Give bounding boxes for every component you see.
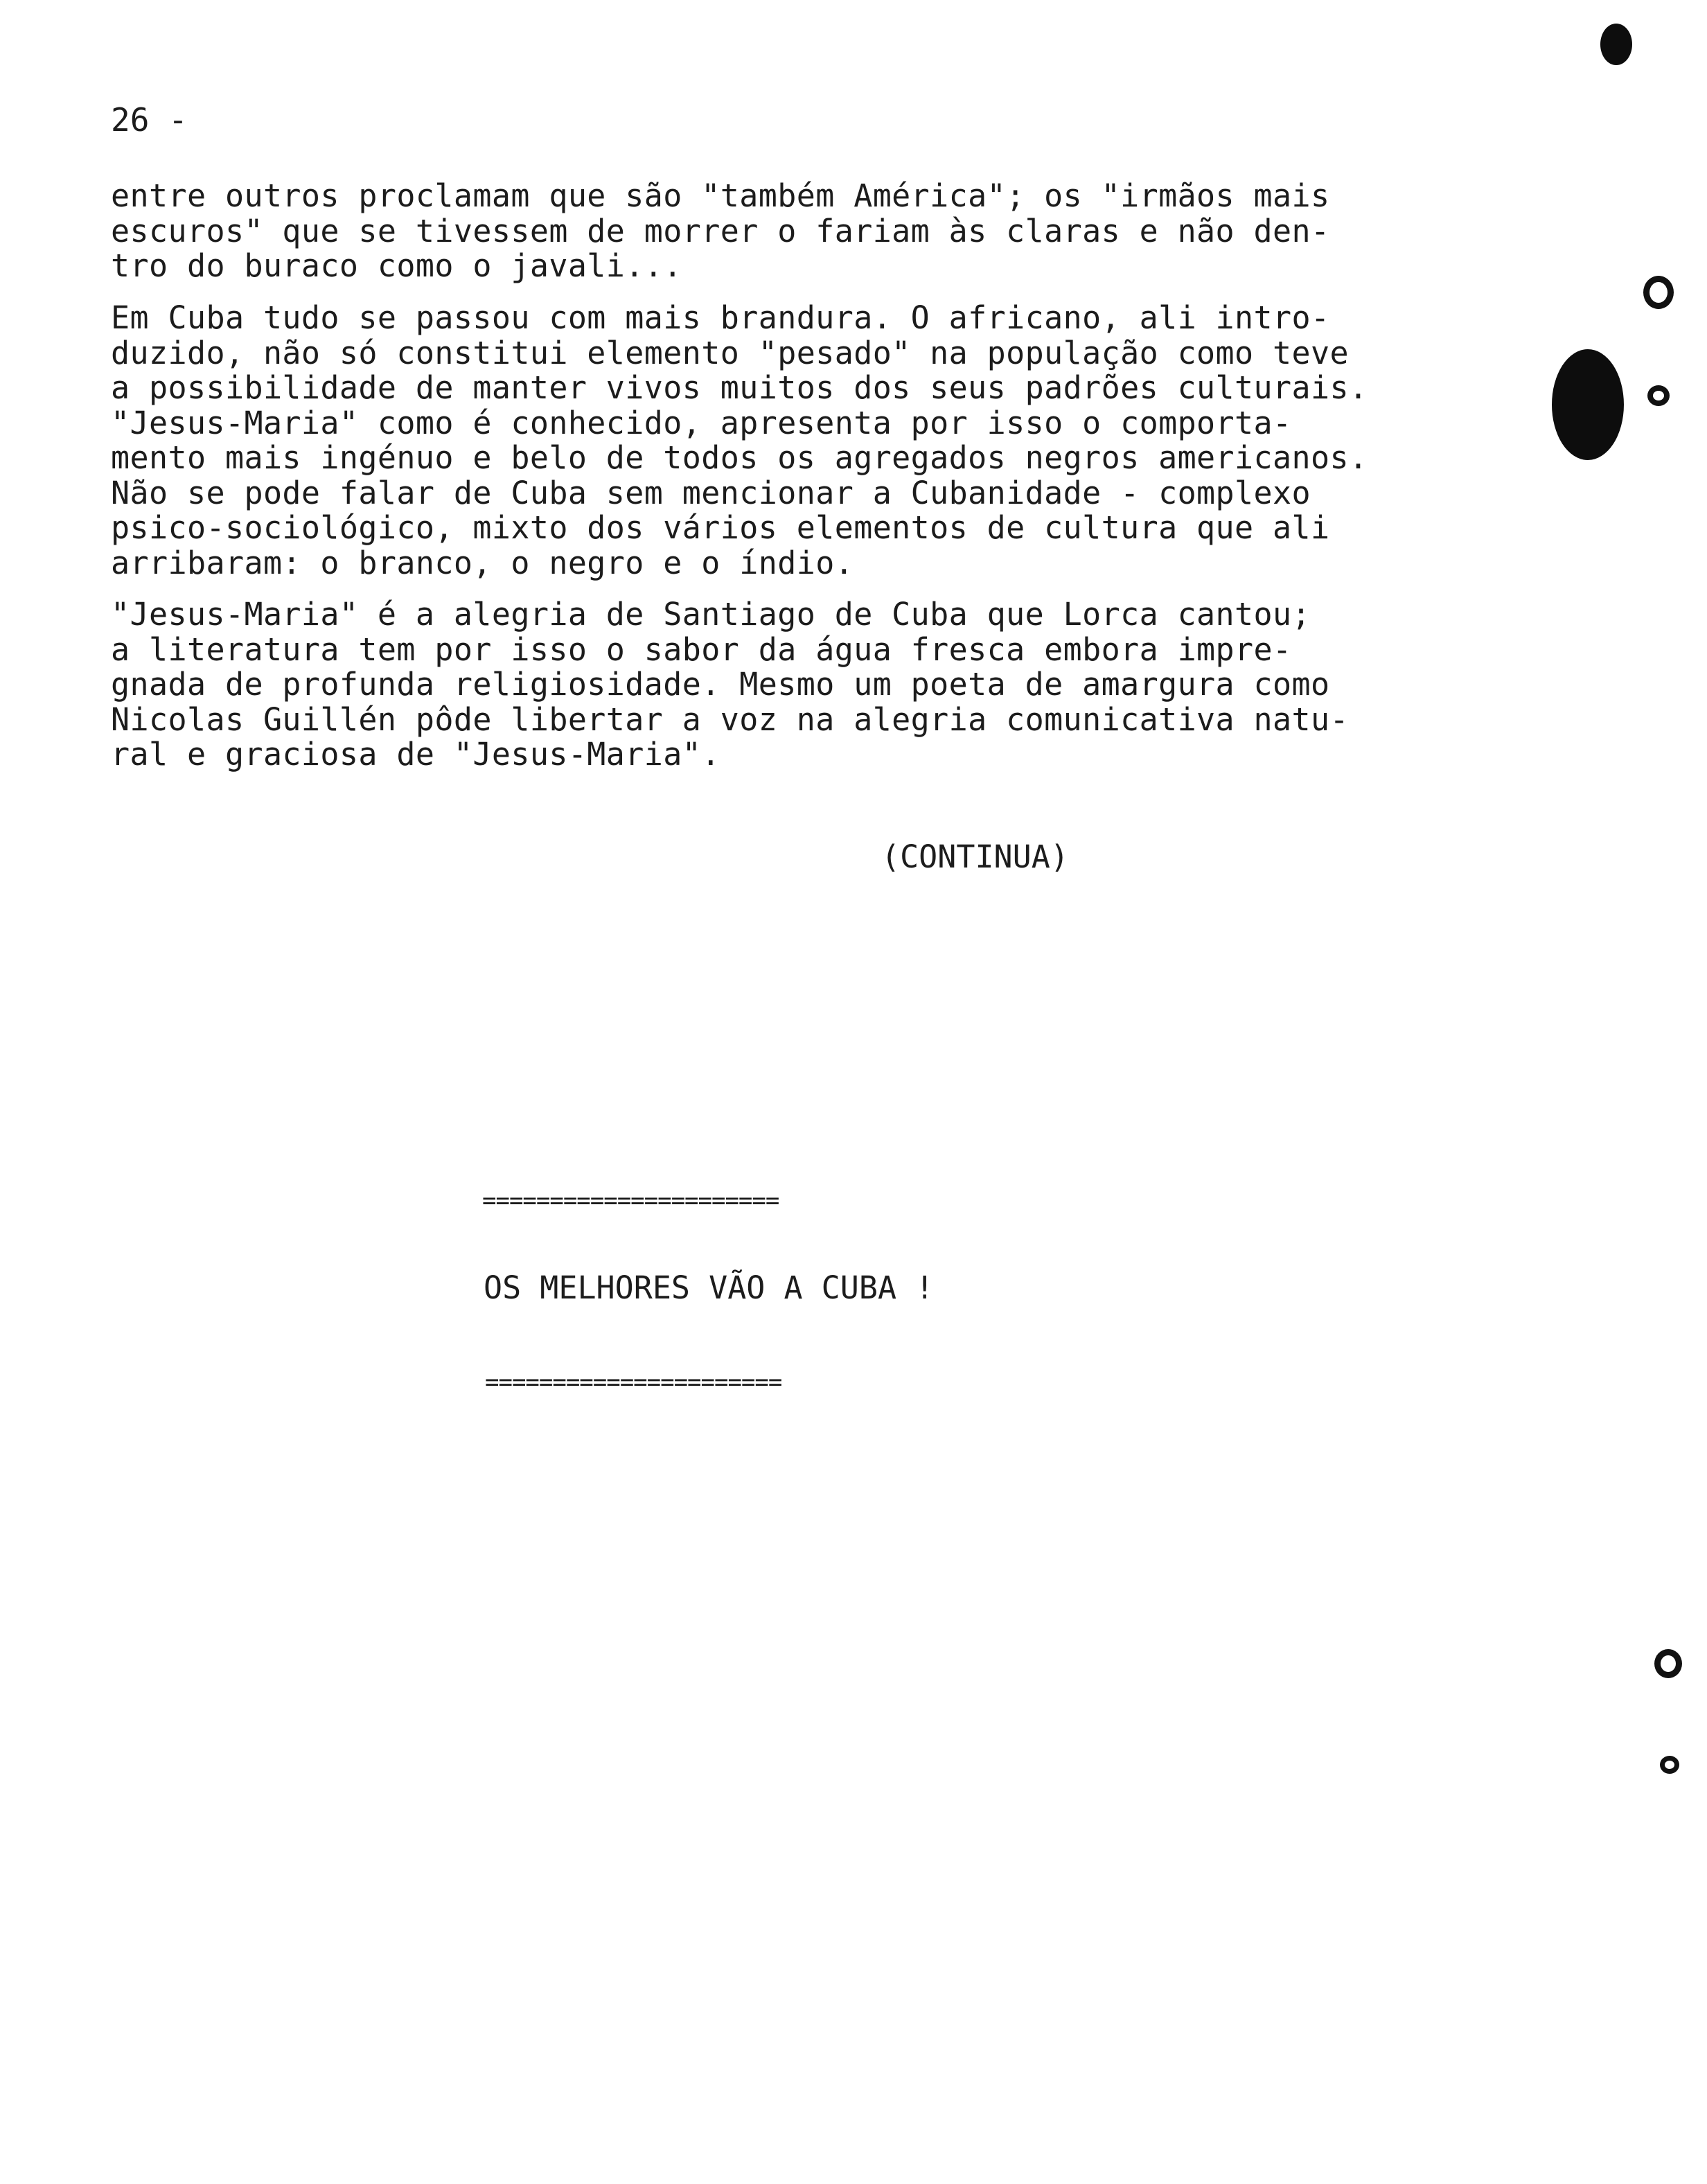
slogan-rule-bottom: ======================: [485, 1368, 782, 1396]
paragraph-1: entre outros proclamam que são "também América"; os "irmãos mais escuros" que se tivessem de morrer o fariam às claras e não den- tro do buraco como o javali...: [111, 177, 1330, 284]
slogan-text: OS MELHORES VÃO A CUBA !: [484, 1269, 935, 1306]
paragraph-3: "Jesus-Maria" é a alegria de Santiago de Cuba que Lorca cantou; a literatura tem por isso o sabor da água fresca embora impre- gnada de profunda religiosidade. Mesmo um poeta de amargura como Nicolas Guillén pôde libertar a voz na alegria comunicativa natu- ral e graciosa de "Jesus-Maria".: [111, 596, 1349, 773]
punch-hole-ring-bottom: [1660, 1756, 1679, 1774]
paragraph-2: Em Cuba tudo se passou com mais brandura. O africano, ali intro- duzido, não só constitui elemento "pesado" na população como teve a possibilidade de manter vivos muitos dos seus padrões culturais. "Jesus-Maria" como é conhecido, apresenta por isso o comporta- mento mais ingénuo e belo de todos os agregados negros americanos. Não se pode falar de Cuba sem mencionar a Cubanidade - complexo psico-sociológico, mixto dos vários elementos de cultura que ali arribaram: o branco, o negro e o índio.: [111, 299, 1368, 581]
punch-hole-blot: [1552, 349, 1624, 460]
continua-note: (CONTINUA): [881, 838, 1069, 875]
ink-blot-top: [1600, 24, 1632, 65]
slogan-rule-top: ======================: [482, 1187, 779, 1215]
page-number: 26 -: [111, 101, 188, 139]
punch-hole-ring: [1643, 276, 1674, 309]
punch-hole-ring-lower: [1654, 1649, 1682, 1678]
punch-hole-ring-small: [1647, 385, 1670, 406]
